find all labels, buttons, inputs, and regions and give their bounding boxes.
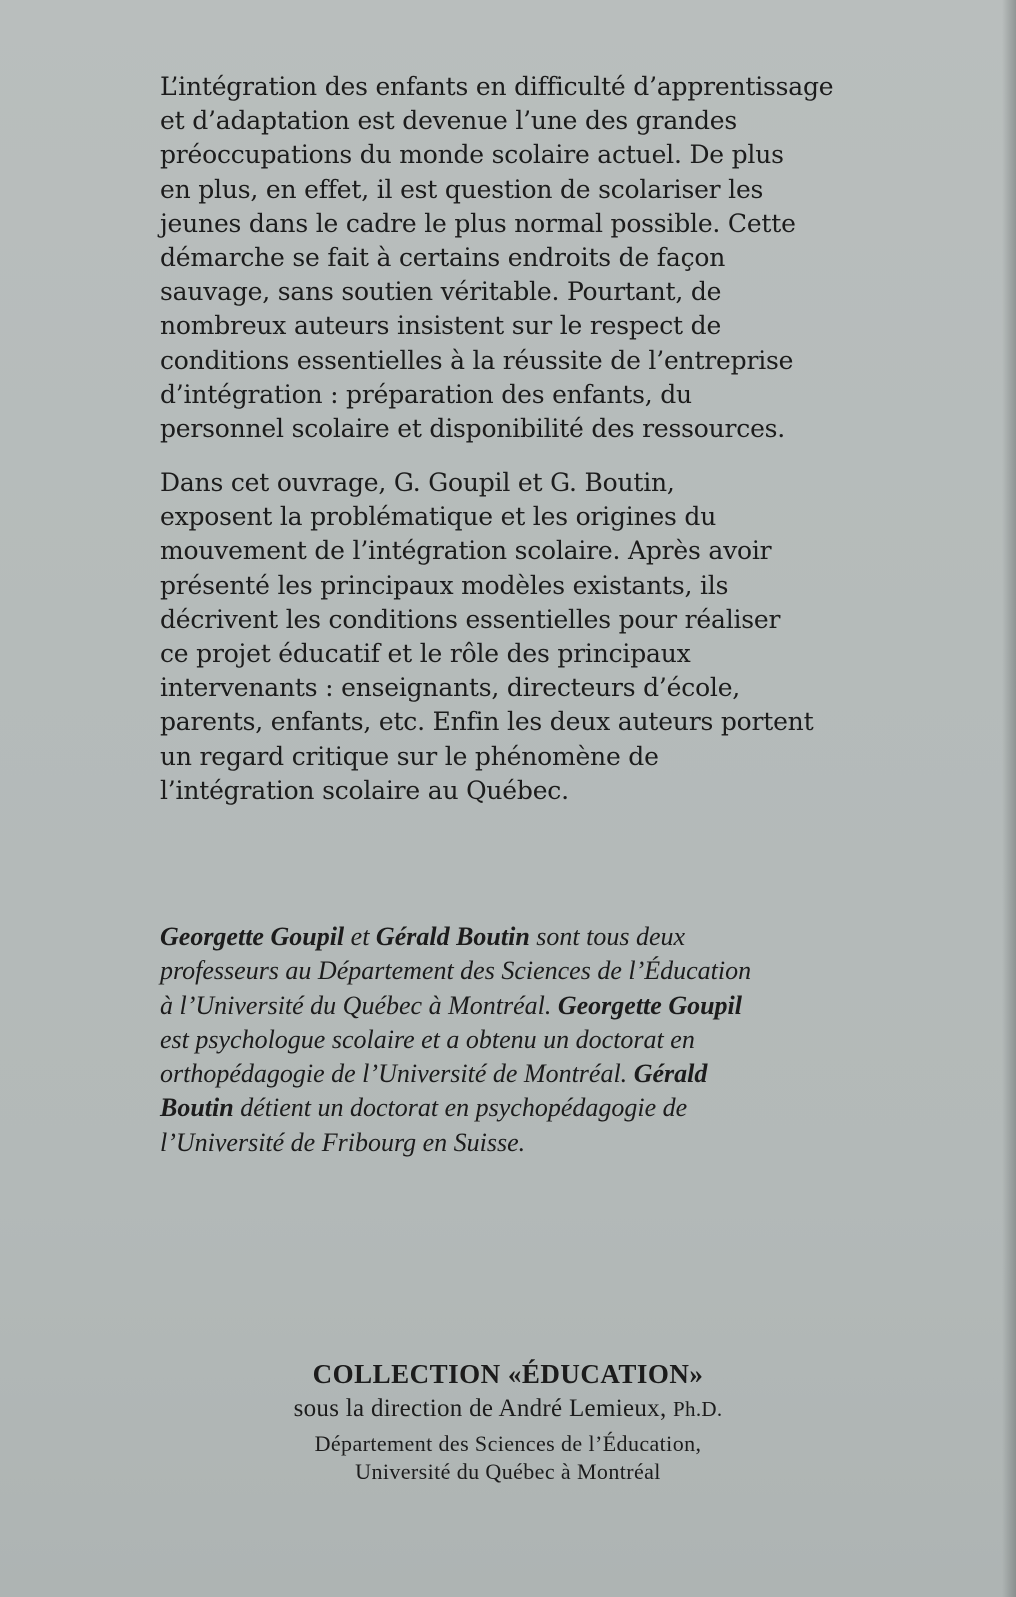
author-name: Boutin [160,1093,234,1123]
intro-line: en plus, en effet, il est question de scolariser les [160,174,764,204]
bio-line: est psychologue scolaire et a obtenu un doctorat en [160,1024,695,1054]
bio-line [160,1091,860,1125]
author-name: Gérald Boutin [375,922,530,951]
bio-text: orthopédagogie de l’Université de Montréal. [160,1059,634,1089]
bio-line: l’Université de Fribourg en Suisse. [160,1127,526,1157]
intro-line: personnel scolaire et disponibilité des ressources. [160,414,786,444]
intro-line: démarche se fait à certains endroits de façon [160,243,726,273]
summary-paragraph [160,466,860,808]
director-degree: Ph.D. [673,1397,723,1421]
bio-text: sont tous deux [529,922,686,951]
author-bio [160,920,860,1160]
collection-university: Université du Québec à Montréal [355,1459,661,1484]
collection-title: COLLECTION «ÉDUCATION» [312,1359,704,1389]
collection-block [0,1356,1016,1486]
author-name: Georgette Goupil [160,922,345,951]
summary-line: l’intégration scolaire au Québec. [160,775,569,805]
bio-line [160,989,860,1023]
bio-line: professeurs au Département des Sciences de l’Éducation [160,956,752,986]
summary-line: décrivent les conditions essentielles pour réaliser [160,604,781,634]
bio-line [160,920,860,954]
collection-department: Département des Sciences de l’Éducation, [314,1431,702,1456]
summary-line: ce projet éducatif et le rôle des principaux [160,639,691,669]
intro-line: conditions essentielles à la réussite de l’entreprise [160,345,794,375]
intro-line: L’intégration des enfants en difficulté d’apprentissage [160,72,834,101]
bio-line [160,1057,860,1091]
intro-line: nombreux auteurs insistent sur le respect de [160,311,722,341]
page-edge-shadow [1002,0,1016,1597]
intro-line: et d’adaptation est devenue l’une des grandes [160,106,737,136]
intro-line: jeunes dans le cadre le plus normal possible. Cette [160,208,796,238]
director-text: sous la direction de André Lemieux, [293,1395,674,1422]
summary-line: mouvement de l’intégration scolaire. Après avoir [160,536,772,566]
intro-line: d’intégration : préparation des enfants, du [160,379,692,409]
summary-line: présenté les principaux modèles existants, ils [160,570,729,600]
bio-text: détient un doctorat en psychopédagogie de [233,1093,688,1123]
summary-line: parents, enfants, etc. Enfin les deux auteurs portent [160,707,814,737]
summary-line: intervenants : enseignants, directeurs d’école, [160,673,741,703]
author-name: Georgette Goupil [557,990,743,1020]
summary-line: Dans cet ouvrage, G. Goupil et G. Boutin, [160,468,675,497]
bio-text: à l’Université du Québec à Montréal. [160,990,558,1020]
intro-line: préoccupations du monde scolaire actuel. De plus [160,140,784,170]
summary-line: exposent la problématique et les origines du [160,502,717,532]
summary-line: un regard critique sur le phénomène de [160,741,659,771]
intro-line: sauvage, sans soutien véritable. Pourtant, de [160,277,722,307]
intro-paragraph [160,70,860,446]
author-name: Gérald [633,1059,708,1089]
collection-direction [0,1392,1016,1426]
bio-text: et [344,922,376,951]
